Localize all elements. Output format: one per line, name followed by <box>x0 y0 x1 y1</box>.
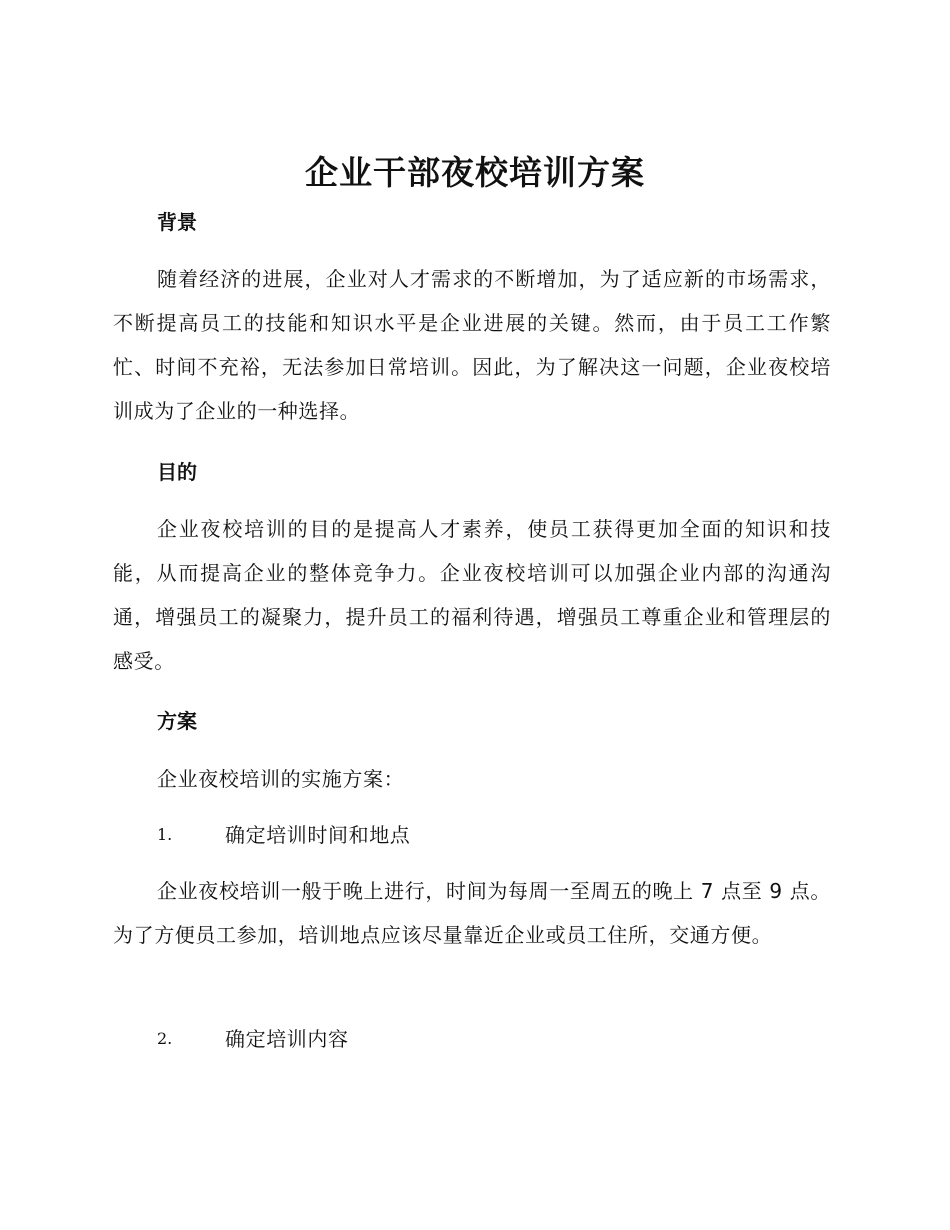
list-number: 2. <box>157 1029 173 1048</box>
plan-intro: 企业夜校培训的实施方案： <box>157 767 405 791</box>
paragraph-background: 随着经济的进展，企业对人才需求的不断增加，为了适应新的市场需求，不断提高员工的技能和知识水平是企业进展的关键。然而，由于员工工作繁忙、时间不充裕，无法参加日常培训。因此，为了解决这一问题，企业夜校培训成为了企业的一种选择。 <box>113 267 831 423</box>
paragraph-time-location: 企业夜校培训一般于晚上进行，时间为每周一至周五的晚上 7 点至 9 点。为了方便员工参加，培训地点应该尽量靠近企业或员工住所，交通方便。 <box>113 879 831 947</box>
list-item-text: 确定培训内容 <box>225 1027 349 1051</box>
section-heading-plan: 方案 <box>157 709 197 733</box>
paragraph-purpose: 企业夜校培训的目的是提高人才素养，使员工获得更加全面的知识和技能，从而提高企业的整体竞争力。企业夜校培训可以加强企业内部的沟通沟通，增强员工的凝聚力，提升员工的福利待遇，增强员工尊重企业和管理层的感受。 <box>113 517 831 673</box>
section-heading-background: 背景 <box>157 210 197 234</box>
list-item-text: 确定培训时间和地点 <box>225 823 411 847</box>
document-title: 企业干部夜校培训方案 <box>305 153 645 192</box>
section-heading-purpose: 目的 <box>157 460 197 484</box>
list-number: 1. <box>157 825 173 844</box>
